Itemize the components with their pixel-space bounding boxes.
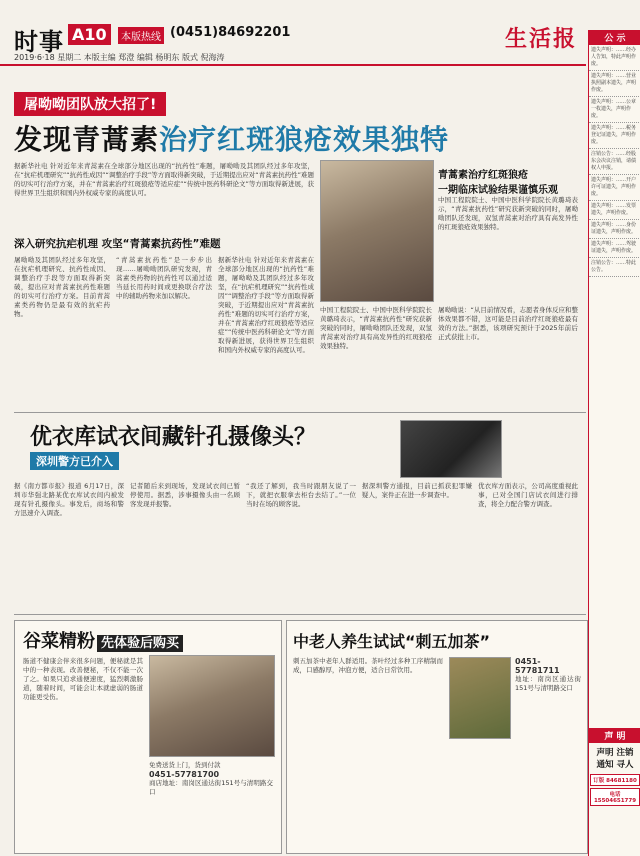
- divider: [14, 412, 586, 413]
- feature-col-1: 据《南方都市报》报道 6月17日，深圳市华强北路某优衣库试衣间内被发现有针孔摄像头。事发后，商场和警方迅速介入调查。: [14, 482, 124, 517]
- notice-item: 遗失声明：……驾驶证遗失，声明作废。: [589, 239, 640, 258]
- feature-col-3: “我还了解到，我当时跟朋友说了一下，就把衣服拿去柜台去结了。”一位当时在场的顾客说。: [246, 482, 356, 508]
- tea-phone: 0451-57781711: [515, 657, 560, 675]
- notice-item: 遗失声明：……开户许可证遗失，声明作废。: [589, 175, 640, 201]
- lead-subhead: 深入研究抗疟机理 攻坚“青蒿素抗药性”难题: [14, 238, 221, 250]
- lead-kicker: 屠呦呦团队放大招了!: [14, 92, 166, 116]
- feature-col-5: 优衣库方面表示，公司高度重视此事，已对全国门店试衣间进行排查，将全力配合警方调查。: [478, 482, 578, 508]
- feature-tag: 深圳警方已介入: [30, 452, 119, 470]
- hotline-number: (0451)84692201: [170, 25, 291, 40]
- ad-headline-tag: 先体验后购买: [97, 635, 183, 652]
- ad-order-info: [149, 761, 273, 847]
- ad-line-2: 通知 寻人: [596, 760, 634, 770]
- lead-col-right-top: 中国工程院院士、中国中医科学院院长黄璐琦表示，“青蒿素抗药性”研究获新突破的同时，屠呦呦团队还发现，双氢青蒿素对治疗具有高发异性的红斑狼疮效果独特。: [438, 196, 578, 231]
- lead-col-5: 屠呦呦说：“从目前情况看，志愿者身体反应和整体效果都不错，这可能是目前治疗红斑狼疮最有效的方法。”据悉，该项研究预计于2025年前后正式获批上市。: [438, 306, 578, 341]
- page-number: A10: [68, 24, 111, 45]
- lead-headline-part-b: 治疗红斑狼疮效果独特: [159, 123, 450, 156]
- feature-col-2: 记者随后来到现场，发现试衣间已暂停使用。据悉，涉事摄像头由一名顾客发现并报警。: [130, 482, 240, 508]
- tea-address: 地址：南岗区通达街151号与清明路交口: [515, 675, 581, 692]
- ad-headline: 谷菜精粉: [23, 631, 95, 652]
- tea-headline: 中老人养生试试“刺五加茶”: [293, 632, 491, 651]
- sidebar-header: 公 示: [589, 30, 640, 45]
- notice-item: 遗失声明：……公章一枚遗失，声明作废。: [589, 97, 640, 123]
- camera-photo: [400, 420, 502, 478]
- tea-order-info: [515, 657, 581, 847]
- lead-col-4: 中国工程院院士、中国中医科学院院长黄璐琦表示，“青蒿素抗药性”研究获新突破的同时，屠呦呦团队还发现，双氢青蒿素对治疗具有高发异性的红斑狼疮效果独特。: [320, 306, 432, 350]
- ad-order-phone: 0451-57781700: [149, 770, 220, 779]
- lead-col-1: 屠呦呦及其团队经过多年攻坚，在抗疟机理研究、抗药性成因、调整治疗手段等方面取得新突破，提出应对青蒿素抗药性难题的切实可行治疗方案。目前青蒿素类药物仍是最有效的抗疟药物。: [14, 256, 110, 318]
- hotline-label: 本版热线: [118, 27, 164, 44]
- portrait-photo: [320, 160, 434, 302]
- notice-list: [589, 45, 640, 277]
- section-title: 时事: [14, 27, 64, 56]
- sidebar-footer-header: 声 明: [589, 728, 640, 743]
- tea-body: 刺五加茶中老年人群适用。茶叶经过多种工序精制而成，口感醇厚，冲泡方便，适合日常饮用。: [293, 657, 443, 674]
- brand-logo: 生活报: [505, 26, 578, 52]
- notice-item: 遗失声明：……发票遗失，声明作废。: [589, 201, 640, 220]
- tea-product-photo: [449, 657, 511, 739]
- ad-order-line: 免费送货上门，货到付款: [149, 761, 221, 769]
- elderly-photo: [149, 655, 275, 757]
- ad-phone-1: 订版 84681180: [590, 774, 640, 786]
- lead-col-2: “青蒿素抗药性”是一步步出现……屠呦呦团队研究发现，青蒿素类药物的抗药性可以通过适当延长用药时间或更换联合疗法中的辅助药物来加以解决。: [116, 256, 212, 300]
- ad-body: 肠道不健康会伴来很多问题，便秘就是其中的一种表现。改善便秘，不仅不能一次了之。如果只追求通便速度，猛烈刺激肠道，随着时间，可能会让本就虚弱的肠道功能更受伤。: [23, 657, 143, 701]
- notice-item: 遗失声明：……税务登记证遗失，声明作废。: [589, 123, 640, 149]
- notice-item: 注销公告：……特此公告。: [589, 258, 640, 277]
- ad-block-rice: [14, 620, 282, 854]
- photo-caption: 青蒿素治疗红斑狼疮 一期临床试验结果谨慎乐观: [438, 170, 558, 196]
- classified-sidebar: [588, 30, 640, 856]
- lead-headline: [14, 118, 449, 158]
- ad-address: 商店地址：南岗区通达街151号与清明路交口: [149, 779, 273, 796]
- notice-item: 遗失声明：……营业执照副本遗失，声明作废。: [589, 71, 640, 97]
- notice-item: 遗失声明：……身份证遗失，声明作废。: [589, 220, 640, 239]
- notice-item: 注销公告：……经股东会决议注销，请债权人申报。: [589, 149, 640, 175]
- lead-col-3: 据新华社电 针对近年来青蒿素在全球部分地区出现的“抗药性”难题，屠呦呦及其团队经过多年攻坚，在“抗疟机理研究”“抗药性成因”“调整治疗手段”等方面取得新突破，于近期提出应对“青蒿素抗药性”难题的切实可行治疗方案，并在“青蒿素治疗红斑狼疮等适应症”“传统中医药科研论文”等方面取得新进展，获得世界卫生组织和国内外权威专家的高度认可。: [218, 256, 314, 354]
- masthead: [0, 0, 640, 60]
- notice-item: 遗失声明：……经办人告知，特此声明作废。: [589, 45, 640, 71]
- ad-block-tea: [286, 620, 588, 854]
- divider: [0, 64, 586, 66]
- ad-phone-2: 电话 15504651779: [590, 788, 640, 806]
- feature-col-4: 据深圳警方通报，目前已抓获犯罪嫌疑人，案件正在进一步调查中。: [362, 482, 472, 499]
- issue-meta: 2019·6·18 星期二 本版主编 郑澄 编辑 杨明东 版式 倪海涛: [14, 53, 225, 62]
- lead-headline-part-a: 发现青蒿素: [14, 123, 160, 156]
- divider: [14, 614, 586, 615]
- feature-headline: 优衣库试衣间藏针孔摄像头？: [30, 425, 317, 450]
- lead-intro: 据新华社电 针对近年来青蒿素在全球部分地区出现的“抗药性”难题，屠呦呦及其团队经过多年攻坚，在“抗疟机理研究”“抗药性成因”“调整治疗手段”等方面取得新突破，于近期提出应对“青蒿素抗药性”难题的切实可行治疗方案，并在“青蒿素治疗红斑狼疮等适应症”“传统中医药科研论文”等方面取得新进展，获得世界卫生组织和国内外权威专家的高度认可。: [14, 162, 314, 197]
- ad-line-1: 声明 注销: [596, 748, 634, 758]
